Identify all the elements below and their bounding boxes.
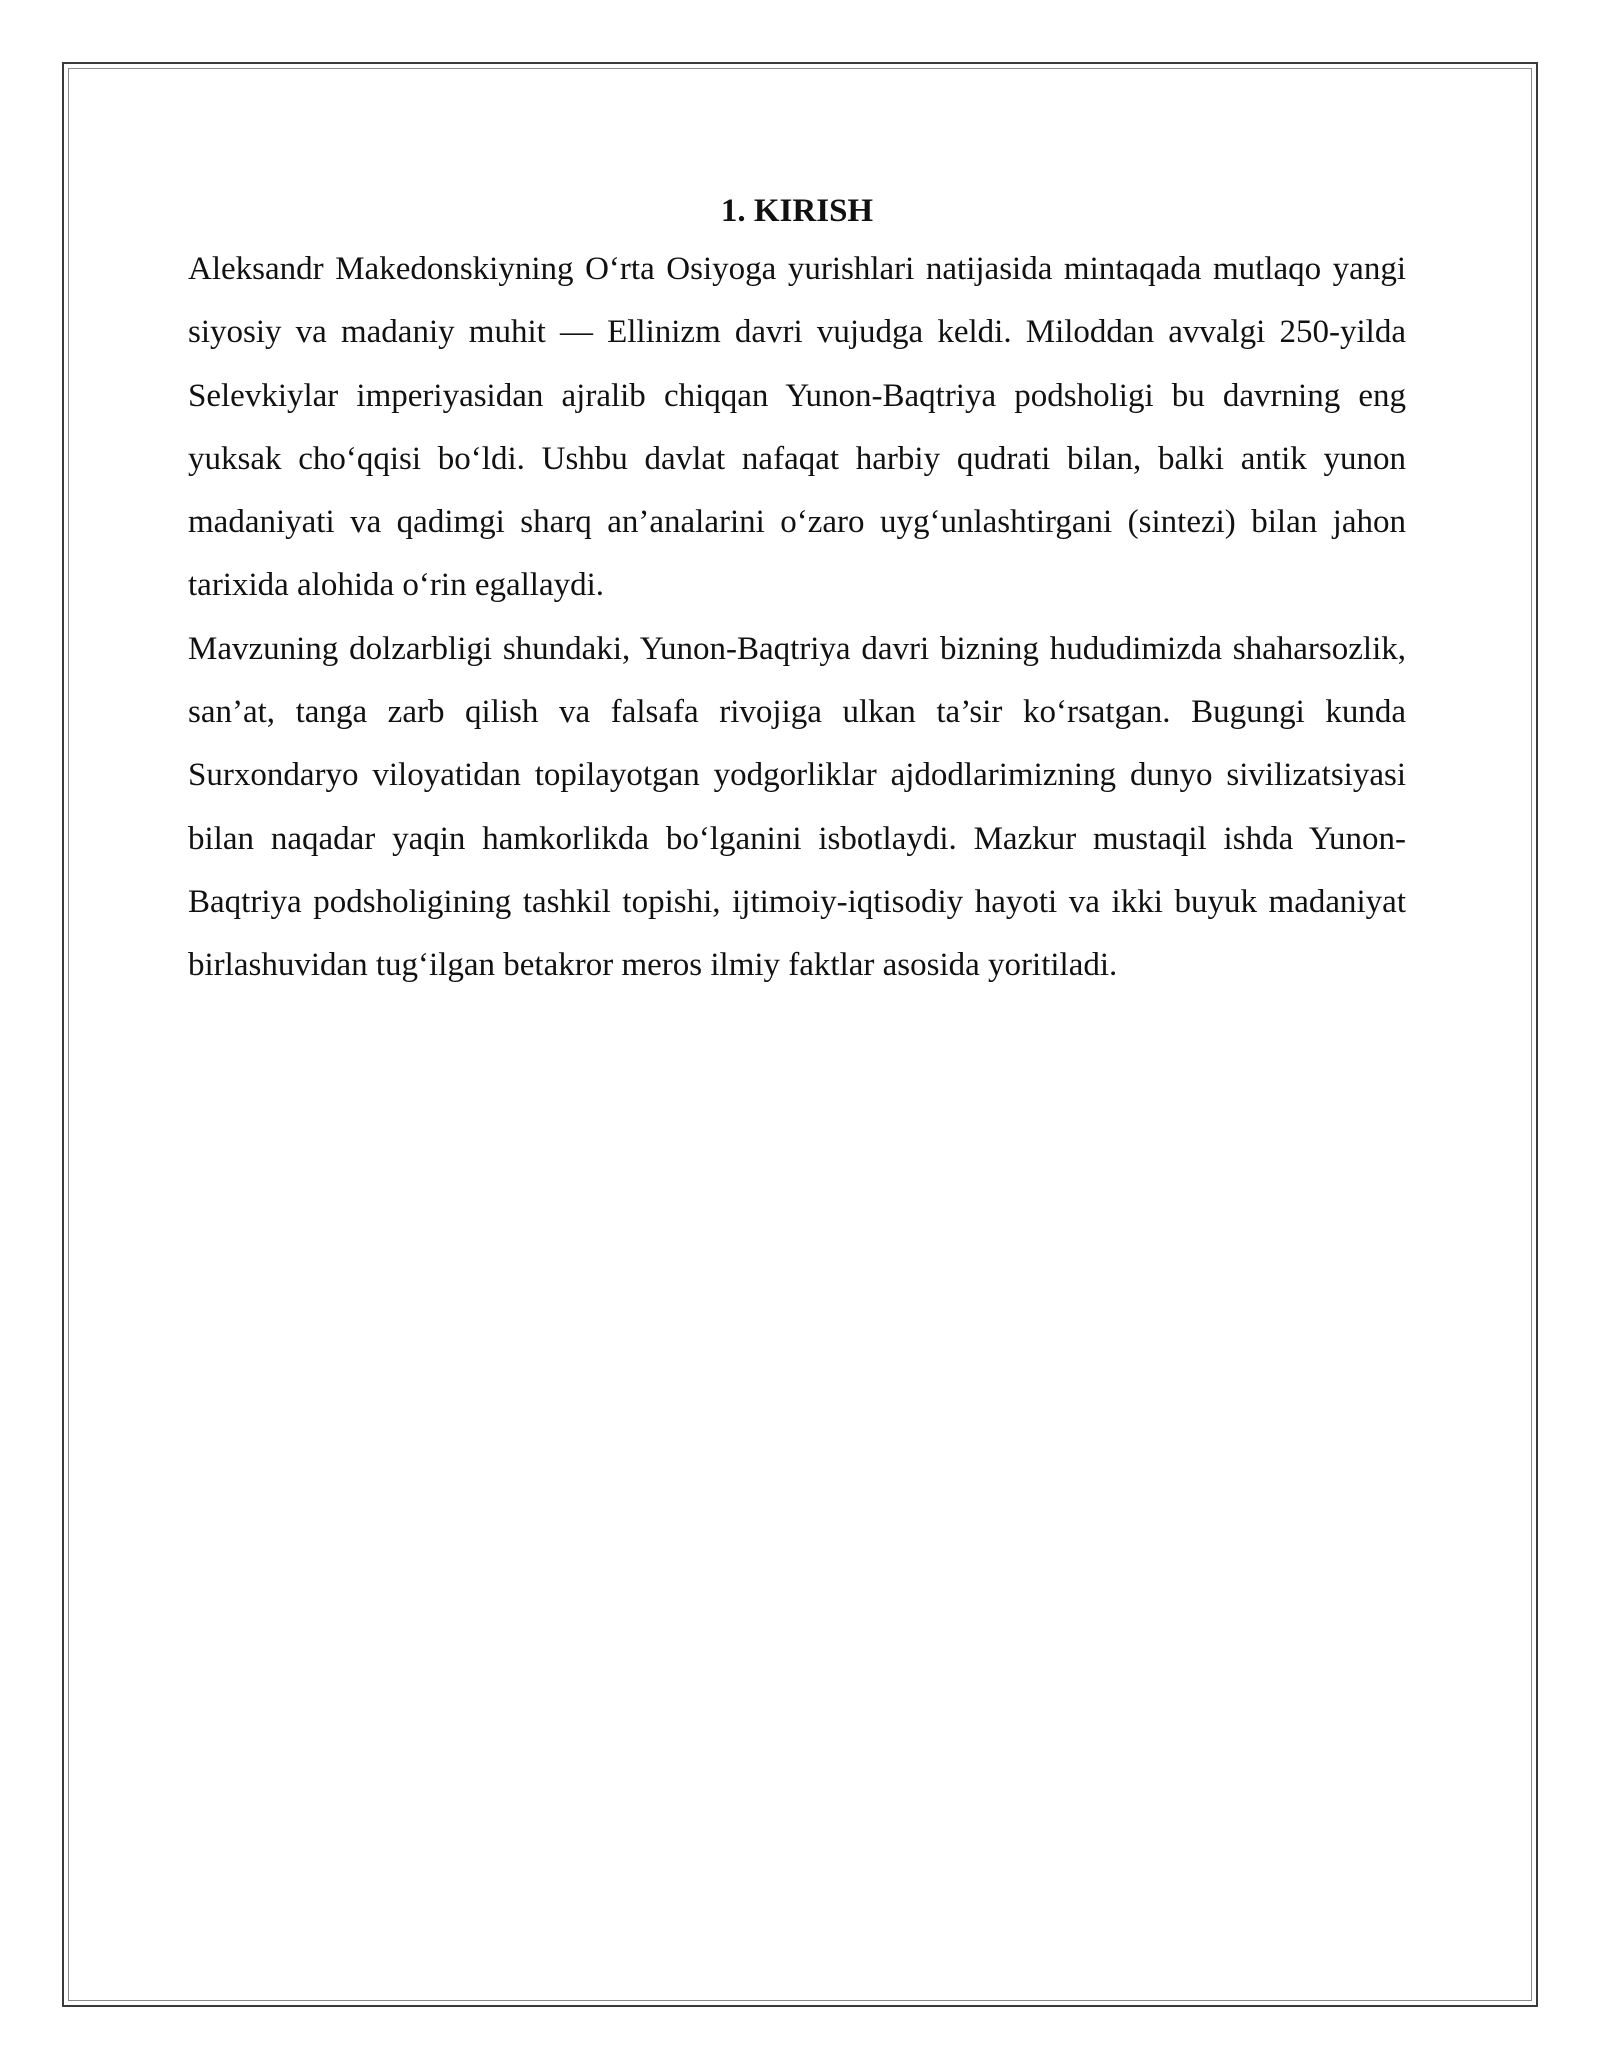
document-body (188, 188, 1406, 998)
paragraph-introduction: Aleksandr Makedonskiyning O‘rta Osiyoga yurishlari natijasida mintaqada mutlaqo yangi siyosiy va madaniy muhit — Ellinizm davri vujudga keldi. Miloddan avvalgi 250-yilda Selevkiylar imperiyasidan ajralib chiqqan Yunon-Baqtriya podsholigi bu davrning eng yuksak cho‘qqisi bo‘ldi. Ushbu davlat nafaqat harbiy qudrati bilan, balki antik yunon madaniyati va qadimgi sharq an’analarini o‘zaro uyg‘unlashtirgani (sintezi) bilan jahon tarixida alohida o‘rin egallaydi. (188, 251, 1406, 604)
paragraph-relevance: Mavzuning dolzarbligi shundaki, Yunon-Baqtriya davri bizning hududimizda shaharsozlik, san’at, tanga zarb qilish va falsafa rivojiga ulkan ta’sir ko‘rsatgan. Bugungi kunda Surxondaryo viloyatidan topilayotgan yodgorliklar ajdodlarimizning dunyo sivilizatsiyasi bilan naqadar yaqin hamkorlikda bo‘lganini isbotlaydi. Mazkur mustaqil ishda Yunon-Baqtriya podsholigining tashkil topishi, ijtimoiy-iqtisodiy hayoti va ikki buyuk madaniyat birlashuvidan tug‘ilgan betakror meros ilmiy faktlar asosida yoritiladi. (188, 630, 1406, 984)
section-title: 1. KIRISH (720, 193, 874, 229)
